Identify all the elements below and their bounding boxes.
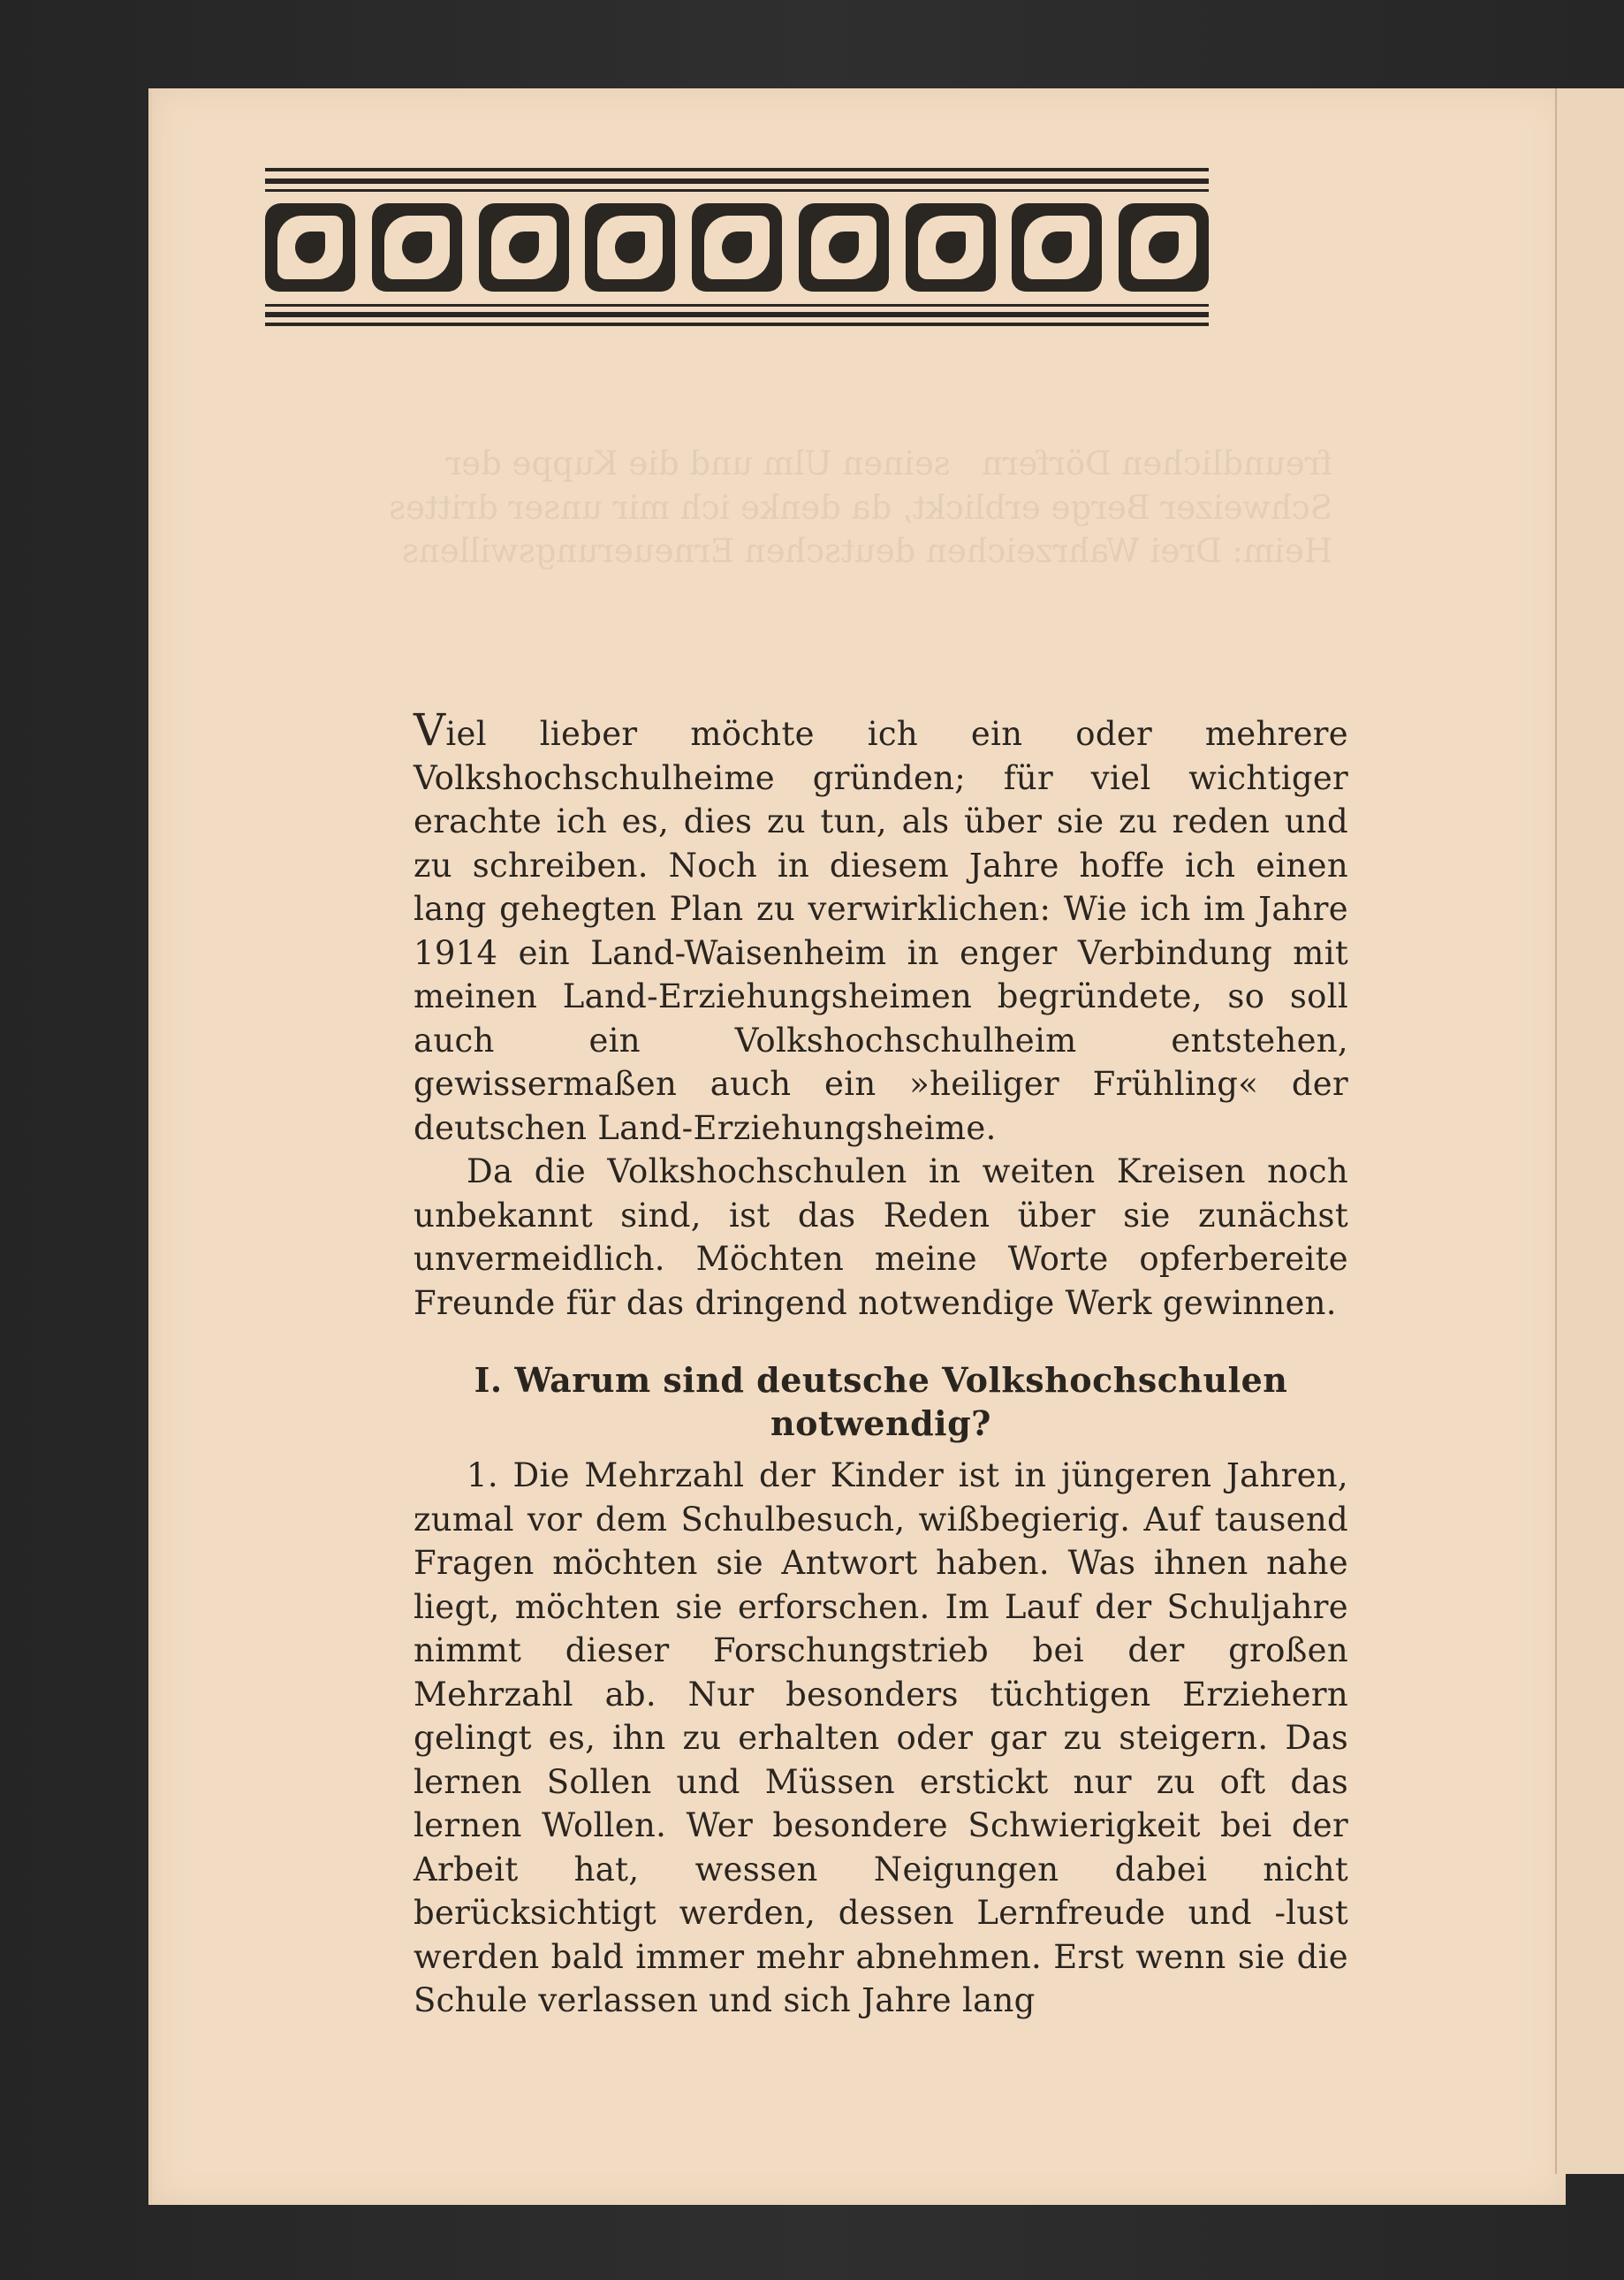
meander-tile-icon bbox=[1119, 203, 1209, 292]
ornament-rule-bottom-thin bbox=[265, 304, 1209, 307]
ornament-rule-bottom bbox=[265, 323, 1209, 326]
meander-tile-icon bbox=[692, 203, 782, 292]
ornament-rule-top-thin bbox=[265, 189, 1209, 192]
ornament-rule-bottom-thick bbox=[265, 312, 1209, 317]
meander-tile-icon bbox=[372, 203, 462, 292]
meander-tile-icon bbox=[906, 203, 996, 292]
next-page-edge bbox=[1555, 88, 1624, 2174]
ornament-rule-top-thick bbox=[265, 179, 1209, 184]
meander-tile-icon bbox=[265, 203, 355, 292]
paragraph-second: Da die Volkshochschulen in weiten Kreisen noch unbekannt sind, ist das Reden über sie zunächst unvermeidlich. Möchten meine Worte opferbereite Freunde für das dringend notwendige Werk gewinnen. bbox=[414, 1152, 1348, 1322]
body-text bbox=[414, 704, 1348, 2023]
ornament-rule-top bbox=[265, 168, 1209, 171]
meander-band bbox=[265, 203, 1209, 292]
paragraph-third: 1. Die Mehrzahl der Kinder ist in jüngeren Jahren, zumal vor dem Schulbesuch, wißbegierig. Auf tausend Fragen möchten sie Antwort haben. Was ihnen nahe liegt, möchten sie erforschen. Im Lauf der Schuljahre nimmt dieser Forschungstrieb bei der großen Mehrzahl ab. Nur besonders tüchtigen Erziehern gelingt es, ihn zu erhalten oder gar zu steigern. Das lernen Sollen und Müssen erstickt nur zu oft das lernen Wollen. Wer besondere Schwierigkeit bei der Arbeit hat, wessen Neigungen dabei nicht berücksichtigt werden, dessen Lernfreude und -lust werden bald immer mehr abnehmen. Erst wenn sie die Schule verlassen und sich Jahre lang bbox=[414, 1456, 1348, 2019]
header-ornament bbox=[265, 168, 1209, 433]
meander-tile-icon bbox=[479, 203, 569, 292]
paragraph-intro-text: iel lieber möchte ich ein oder mehrere Volkshochschulheime gründen; für viel wichtiger erachte ich es, dies zu tun, als über sie zu reden und zu schreiben. Noch in diesem Jahre hoffe ich einen lang gehegten Plan zu verwirklichen: Wie ich im Jahre 1914 ein Land-Waisenheim in enger Verbindung mit meinen Land-Erziehungsheimen begründete, so soll auch ein Volkshochschulheim entstehen, gewissermaßen auch ein »heiliger Frühling« der deutschen Land-Erziehungsheime. bbox=[414, 715, 1348, 1147]
paragraph-intro bbox=[414, 704, 1348, 1150]
meander-tile-icon bbox=[1012, 203, 1102, 292]
bleed-through-text: freundlichen Dörfern seinen Ulm und die Kuppe der Schweizer Berge erblickt, da denke ich mir unser drittes Heim: Drei Wahrzeichen deutschen Erneuerungswillens bbox=[389, 445, 1333, 570]
meander-tile-icon bbox=[585, 203, 675, 292]
meander-tile-icon bbox=[799, 203, 889, 292]
section-heading: I. Warum sind deutsche Volkshochschulen notwendig? bbox=[474, 1360, 1288, 1443]
drop-cap: V bbox=[414, 704, 446, 756]
